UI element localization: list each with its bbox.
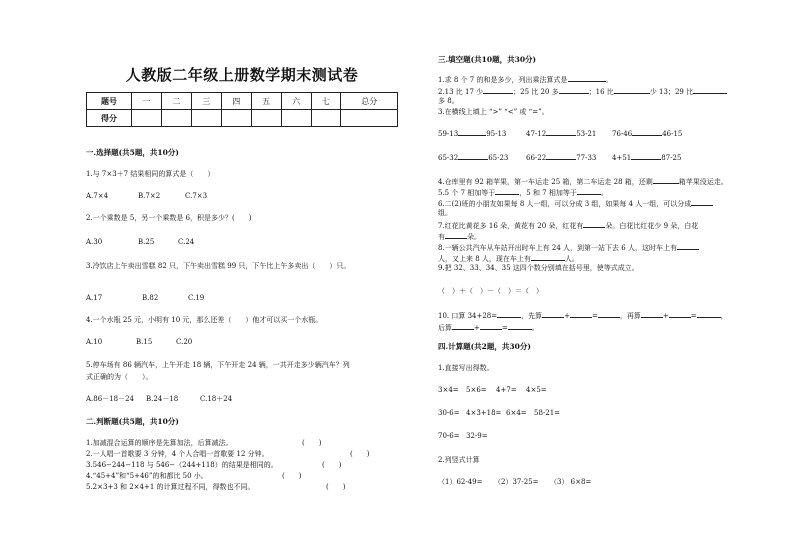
- question-text: 2.列竖式计算: [438, 456, 480, 464]
- options: [86, 192, 208, 201]
- vertical-calc-item[interactable]: （3） 6×8=: [550, 478, 592, 486]
- operator: =: [501, 324, 508, 332]
- score-cell: 一: [132, 93, 162, 110]
- operator: =: [592, 312, 598, 320]
- question-text: 有: [438, 233, 445, 241]
- answer-blank[interactable]: [497, 310, 521, 318]
- fill-item: [438, 198, 713, 209]
- question-text: 8.一辆公共汽车从车站开出时车上有 24 人，到第一站下去 6 人，这时车上有: [438, 244, 677, 252]
- score-cell: 四: [221, 93, 251, 110]
- options: [86, 338, 193, 347]
- judge-text: 4.“45+4”和“5+46”的和都比 50 小。: [86, 472, 208, 480]
- score-table: [86, 92, 398, 127]
- option[interactable]: C.19: [188, 294, 205, 302]
- question-text: 3.冷饮店上午卖出雪糕 82 只，下午卖出雪糕 99 只，下午比上午多卖出（ ）只。: [86, 262, 351, 270]
- option[interactable]: C.24: [178, 238, 195, 246]
- score-input-cell[interactable]: [132, 110, 162, 127]
- score-input-cell[interactable]: [191, 110, 221, 127]
- question-text: 人。: [564, 255, 579, 263]
- expr: 53-21: [576, 130, 597, 138]
- question-text: 9.把 32、33、34、35 这四个数分别填在括号里，使等式成立。: [438, 264, 639, 272]
- answer-paren[interactable]: ( ): [322, 461, 342, 469]
- expr: 76-46: [612, 130, 633, 138]
- punctuation: ，: [720, 312, 728, 320]
- equation[interactable]: （ ）＋（ ）－（ ）＝（ ）: [438, 287, 543, 295]
- score-input-cell[interactable]: [341, 110, 398, 127]
- question-text: 朵。白花比红花少 9 朵，白花: [605, 222, 699, 230]
- answer-blank[interactable]: [697, 310, 721, 318]
- answer-blank[interactable]: [546, 128, 576, 136]
- answer-blank[interactable]: [508, 322, 532, 330]
- exam-title: 人教版二年级上册数学期末测试卷: [125, 66, 359, 84]
- question-text: 4.一个水瓶 25 元，小明有 10 元，那么还差（ ）他才可以买一个水瓶。: [86, 316, 323, 324]
- score-header-row: [87, 93, 398, 110]
- answer-blank[interactable]: [691, 198, 713, 206]
- options: [86, 395, 233, 404]
- question-text: 式正确的为（ ）。: [86, 373, 153, 381]
- question-text: 6.二(2)班的小朋友如果每 8 人一组，可以分成 3 组，如果每 4 人一组，可以分成: [438, 200, 692, 208]
- expr: 66-22: [526, 154, 547, 162]
- expr: 95-13: [486, 130, 507, 138]
- calc-item[interactable]: 5×6=: [466, 386, 487, 394]
- operator: =: [690, 312, 697, 320]
- score-cell: 五: [251, 93, 281, 110]
- option[interactable]: B.7×2: [138, 192, 161, 200]
- calc-row: [438, 386, 547, 395]
- question-text: 多 8。: [438, 97, 459, 105]
- answer-blank[interactable]: [483, 86, 513, 94]
- calc-item[interactable]: 4×5=: [526, 386, 547, 394]
- calc-row: [438, 432, 488, 441]
- calc-item[interactable]: 30-6=: [438, 409, 460, 417]
- judge-item: [86, 472, 302, 481]
- punctuation: 。: [600, 189, 608, 197]
- answer-blank[interactable]: [677, 242, 699, 250]
- score-input-cell[interactable]: [311, 110, 341, 127]
- expr: 59-13: [438, 130, 459, 138]
- fill-item: [438, 86, 727, 97]
- question-text: 箱苹果没运走。: [678, 178, 728, 186]
- question-text: 朵。: [467, 233, 481, 241]
- question-text: 2.13 比 17 少: [438, 88, 484, 96]
- score-cell: 七: [311, 93, 341, 110]
- option[interactable]: C.18＋24: [200, 395, 233, 403]
- compare-row: [438, 128, 683, 139]
- calc-row: [438, 409, 561, 418]
- option[interactable]: A.30: [86, 238, 103, 246]
- answer-blank[interactable]: [559, 86, 589, 94]
- option[interactable]: B.15: [136, 338, 153, 346]
- question-text: 5.5 个 7 相加等于: [438, 189, 496, 197]
- judge-text: 2.一人唱一首歌要 3 分钟，4 个人合唱一首歌要 12 分钟。: [86, 450, 269, 458]
- judge-item: [86, 461, 342, 470]
- question-text: 4.仓库里有 92 箱苹果，第一车运走 25 箱，第二车运走 28 箱，还剩: [438, 178, 653, 186]
- option[interactable]: B.82: [142, 294, 159, 302]
- expr: 77-33: [576, 154, 597, 162]
- expr: 87-25: [661, 154, 682, 162]
- fill-item: [438, 74, 613, 85]
- score-cell: 六: [281, 93, 311, 110]
- answer-blank[interactable]: [568, 74, 606, 82]
- vertical-calc-item[interactable]: （2）37-25=: [494, 478, 539, 486]
- punctuation: 。: [605, 76, 613, 84]
- option[interactable]: B.25: [138, 238, 155, 246]
- question-text: 1.与 7×3＋7 结果相同的算式是（ ）: [86, 170, 215, 178]
- answer-blank[interactable]: [631, 152, 661, 160]
- option[interactable]: A.86－18－24: [86, 395, 135, 403]
- question-text: 1.直接写出得数。: [438, 364, 494, 372]
- judge-text: 3.546−244−118 与 546−（244+118）的结果是相同的。: [86, 461, 278, 469]
- question-text: ，先算: [521, 312, 543, 320]
- question-text: ，5 和 7 相加等于: [519, 189, 577, 197]
- fill-item: [438, 231, 481, 242]
- answer-blank[interactable]: [669, 310, 691, 318]
- vertical-calc-item[interactable]: （1）62-49=: [438, 478, 483, 486]
- answer-paren[interactable]: ( ): [350, 450, 370, 458]
- expr: 65-23: [488, 154, 509, 162]
- answer-paren[interactable]: ( ): [326, 483, 346, 491]
- score-cell: 三: [191, 93, 221, 110]
- question-text: 组。: [438, 209, 452, 217]
- calc-item[interactable]: 3×4=: [438, 386, 459, 394]
- expr: 46-15: [662, 130, 683, 138]
- calc-item[interactable]: 32-9=: [466, 432, 488, 440]
- section-heading: 四.计算题(共2题，共30分): [438, 342, 531, 351]
- operator: +: [564, 312, 571, 320]
- answer-blank[interactable]: [641, 310, 663, 318]
- answer-blank[interactable]: [542, 310, 564, 318]
- question-text: 7.红花比黄花多 16 朵，黄花有 20 朵，红花有: [438, 222, 584, 230]
- fill-item: [438, 187, 608, 198]
- judge-item: [86, 439, 322, 448]
- answer-blank[interactable]: [598, 310, 620, 318]
- answer-paren[interactable]: ( ): [302, 439, 322, 447]
- option[interactable]: A.17: [86, 294, 103, 302]
- calc-item[interactable]: 4+7=: [496, 386, 517, 394]
- question-text: 3.在横线上填上 “>” “<” 或 “=”。: [438, 108, 549, 116]
- fill-item: [438, 176, 728, 187]
- calc-item[interactable]: 58-21=: [534, 409, 561, 417]
- option[interactable]: A.10: [86, 338, 103, 346]
- option[interactable]: B.24－18: [146, 395, 179, 403]
- score-input-cell[interactable]: [161, 110, 191, 127]
- answer-blank[interactable]: [577, 187, 601, 195]
- expr: 4+51: [612, 154, 632, 162]
- calc-item[interactable]: 6×4=: [506, 409, 527, 417]
- answer-paren[interactable]: ( ): [282, 472, 302, 480]
- section-heading: 二.判断题(共5题，共10分): [86, 417, 179, 426]
- calc-item[interactable]: 70-6=: [438, 432, 460, 440]
- answer-blank[interactable]: [445, 231, 467, 239]
- fill-item: [438, 310, 728, 321]
- score-cell: 总分: [341, 93, 398, 110]
- fill-item: [438, 242, 699, 253]
- option[interactable]: C.20: [176, 338, 193, 346]
- option[interactable]: C.7×3: [185, 192, 208, 200]
- vertical-calc-row: [438, 478, 592, 487]
- question-text: ，再算: [619, 312, 641, 320]
- answer-blank[interactable]: [693, 86, 727, 94]
- question-text: 人，又上来 8 人，现在车上有: [438, 255, 531, 263]
- answer-blank[interactable]: [531, 253, 565, 261]
- fill-item: [438, 220, 698, 231]
- answer-blank[interactable]: [495, 187, 519, 195]
- answer-blank[interactable]: [583, 220, 605, 228]
- compare-row: [438, 152, 682, 163]
- answer-blank[interactable]: [458, 128, 486, 136]
- answer-blank[interactable]: [458, 152, 488, 160]
- answer-blank[interactable]: [614, 86, 650, 94]
- question-text: 后算: [438, 324, 452, 332]
- score-cell: 得分: [87, 110, 132, 127]
- expr: 65-32: [438, 154, 459, 162]
- fill-item: [438, 253, 579, 264]
- judge-text: 1.加减混合运算的顺序是先算加法，后算减法。: [86, 439, 233, 447]
- expr: 47-12: [526, 130, 547, 138]
- option[interactable]: A.7×4: [86, 192, 109, 200]
- answer-blank[interactable]: [570, 310, 592, 318]
- answer-blank[interactable]: [546, 152, 576, 160]
- options: [86, 238, 195, 247]
- answer-blank[interactable]: [653, 176, 679, 184]
- section-heading: 一.选择题(共5题，共10分): [86, 148, 179, 157]
- question-text: 5.停车场有 86 辆汽车，上午开走 18 辆，下午开走 24 辆，一共开走多少辆汽车？列: [86, 361, 350, 369]
- section-heading: 三.填空题(共10题，共30分): [438, 55, 537, 64]
- score-value-row: [87, 110, 398, 127]
- judge-item: [86, 450, 370, 459]
- operator: +: [474, 324, 480, 332]
- answer-blank[interactable]: [632, 128, 662, 136]
- score-input-cell[interactable]: [281, 110, 311, 127]
- score-input-cell[interactable]: [251, 110, 281, 127]
- question-text: 10. 口算 34+28=: [438, 312, 498, 320]
- score-cell: 题号: [87, 93, 132, 110]
- options: [86, 294, 205, 303]
- question-text: 1.求 8 个 7 的和是多少，列出乘法算式是: [438, 76, 568, 84]
- fill-item: [438, 322, 539, 333]
- answer-blank[interactable]: [452, 322, 474, 330]
- question-text: 2.一个乘数是 5，另一个乘数是 6，积是多少？( ): [86, 214, 252, 222]
- question-text: ；25 比 20 多: [513, 88, 559, 96]
- answer-blank[interactable]: [480, 322, 502, 330]
- score-cell: 二: [161, 93, 191, 110]
- punctuation: 。: [531, 324, 539, 332]
- question-text: ；16 比: [588, 88, 614, 96]
- judge-text: 5.2×3+3 和 2×4+1 的计算过程不同，得数也不同。: [86, 483, 255, 491]
- operator: +: [662, 312, 669, 320]
- judge-item: [86, 483, 346, 492]
- score-input-cell[interactable]: [221, 110, 251, 127]
- calc-item[interactable]: 4×3+18=: [466, 409, 502, 417]
- question-text: 少 13；29 比: [649, 88, 694, 96]
